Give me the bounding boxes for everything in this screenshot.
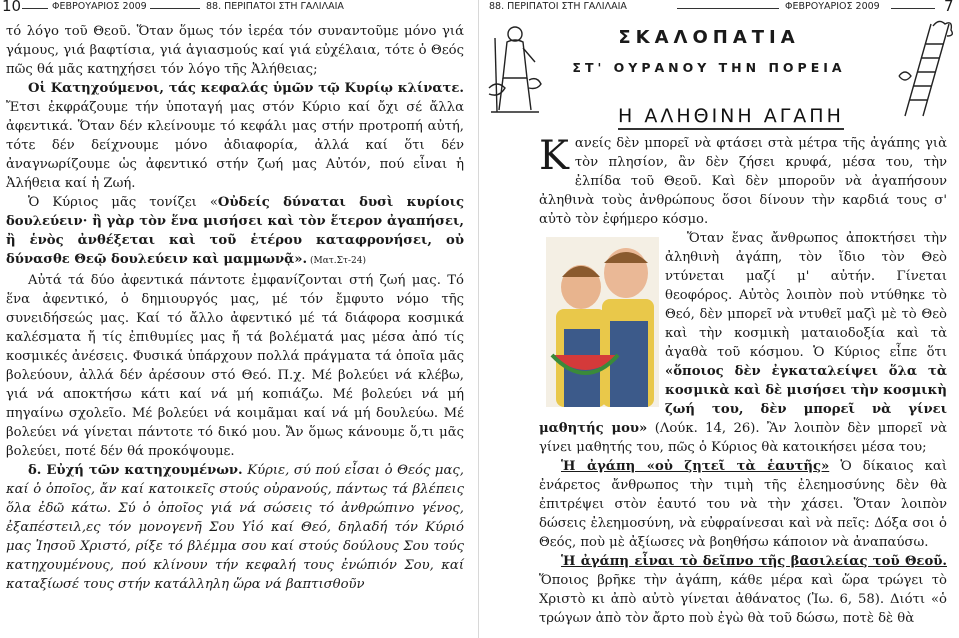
paragraph bbox=[6, 79, 464, 193]
left-header-title: 88. ΠΕΡΙΠΑΤΟΙ ΣΤΗ ΓΑΛΙΛΑΙΑ bbox=[206, 1, 344, 12]
left-header-date: ΦΕΒΡΟΥΑΡΙΟΣ 2009 bbox=[52, 1, 147, 12]
paragraph bbox=[539, 134, 947, 229]
paragraph-text: Ἔτσι ἐκφράζουμε τήν ὑποταγή μας στόν Κύριο καί ὄχι σέ ἄλλα ἀφεντικά. Ὅταν δέν κλείνουμε τό κεφάλι μας στήν προτροπή αὐτή, τότε δέν δείχνουμε μόνο ἀδιαφορία, ἀλλά καί ὅτι δέν ἀναγνωρίζουμε ὡς ἀφεντικό στήν ζωή μας Αὐτόν, πού εἶναι ἡ Ἀλήθεια καί ἡ Ζωή. bbox=[6, 100, 464, 191]
scripture-reference: (Ματ.Στ-24) bbox=[307, 256, 366, 266]
left-page bbox=[0, 0, 478, 638]
left-article-body bbox=[6, 22, 464, 594]
scripture-reference: (Λούκ. 14, 26). Ἂν λοιπὸν δὲν μπορεῖ νὰ γίνει μαθητής του, πῶς ὁ Κύριος θὰ κατοικήσει μέσα του; bbox=[539, 421, 948, 455]
paragraph bbox=[6, 461, 464, 594]
paragraph bbox=[6, 193, 464, 271]
logo-title: ΣΚΑΛΟΠΑΤΙΑ bbox=[618, 27, 800, 48]
page-gutter bbox=[478, 0, 479, 638]
paragraph-text: ανείς δὲν μπορεῖ νὰ φτάσει στὰ μέτρα τῆς ἀγάπης γιὰ τὸν πλησίον, ἂν δὲν ζήσει κρυφά, μέσα του, τὴν ἐλπίδα τοῦ Θεοῦ. Καὶ δὲν μποροῦν νὰ ἀγαπήσουν ἀληθινὰ τοὺς ἀνθρώπους ὅσοι δίνουν τὴν καρδιά τους σ' αὐτὸ τὸν ἐφήμερο κόσμο. bbox=[539, 136, 947, 227]
paragraph bbox=[6, 271, 464, 461]
magazine-logo bbox=[544, 24, 874, 92]
underlined-heading: Ἡ ἀγάπη εἶναι τὸ δεῖπνο τῆς βασιλείας τοῦ Θεοῦ. bbox=[561, 554, 947, 569]
shepherd-illustration-icon bbox=[485, 18, 545, 118]
paragraph-text: τό λόγο τοῦ Θεοῦ. Ὅταν ὅμως τόν ἱερέα τόν συναντοῦμε μόνο γιά γάμους, γιά βαφτίσια, γιά ἁγιασμούς καί γιά εὐχέλαια, τότε ὁ Θεός πῶς θά μᾶς κατηχήσει τόν λόγο τῆς Ἀλήθειας; bbox=[6, 24, 464, 77]
header-rule bbox=[891, 8, 935, 9]
paragraph-text: Ὅταν ἕνας ἄνθρωπος ἀποκτήσει τὴν ἀληθινὴ ἀγάπη, τὸν ἴδιο τὸν Θεὸ ντύνεται μαζί μ' αὐτήν. Γίνεται θεοφόρος. Αὐτὸς λοιπὸν ποὺ ντύθηκε τὸ Θεό, δὲν μπορεῖ νὰ ντυθεῖ μαζὶ μὲ τὸ Θεὸ καὶ τὴν κοσμικὴ ματαιοδοξία καὶ τὰ ἀγαθὰ τοῦ κόσμου. Ὁ Κύριος εἶπε ὅτι bbox=[665, 231, 947, 360]
right-page bbox=[481, 0, 959, 638]
section-heading: δ. Εὐχή τῶν κατηχουμένων. bbox=[28, 463, 243, 478]
right-page-number: 7 bbox=[944, 0, 954, 15]
scripture-quote: Οὐδείς δύναται δυσὶ κυρίοις δουλεύειν· ἢ γὰρ τὸν ἕνα μισήσει καὶ τὸν ἕτερον ἀγαπήσει, ἢ ἑνὸς ἀνθέξεται καὶ τοῦ ἑτέρου καταφρονήσει, οὐ δύνασθε Θεῷ δουλεύειν καὶ μαμμωνᾷ». bbox=[6, 195, 464, 267]
header-rule bbox=[150, 8, 200, 9]
right-article-body bbox=[539, 134, 947, 628]
bold-phrase: Οἱ Κατηχούμενοι, τάς κεφαλάς ὑμῶν τῷ Κυρίῳ κλίνατε. bbox=[28, 81, 464, 96]
right-header-title: 88. ΠΕΡΙΠΑΤΟΙ ΣΤΗ ΓΑΛΙΛΑΙΑ bbox=[489, 1, 627, 12]
paragraph-text: Ὁ δίκαιος καὶ ἐνάρετος ἄνθρωπος τὴν τιμὴ τῆς ἐλεημοσύνης δὲν θὰ ἐπιτρέψει στὸν ἑαυτό του νὰ τὴν χάσει. Ὅταν λοιπὸν δώσεις ἐλεημοσύνη, νὰ εὐφραίνεσαι καὶ νὰ πεῖς: Δόξα σοι ὁ Θεός, ποὺ μὲ ἀξίωσες νὰ βοηθήσω κάποιον νὰ ἀναπαύσω. bbox=[539, 459, 947, 550]
ladder-illustration-icon bbox=[897, 16, 957, 120]
right-header-date: ΦΕΒΡΟΥΑΡΙΟΣ 2009 bbox=[785, 1, 880, 12]
header-rule bbox=[22, 8, 48, 9]
underlined-heading: Ἡ ἀγάπη «οὐ ζητεῖ τὰ ἑαυτῆς» bbox=[561, 459, 830, 474]
paragraph bbox=[539, 552, 947, 628]
paragraph bbox=[539, 457, 947, 552]
left-page-number: 10 bbox=[2, 0, 22, 15]
drop-cap: Κ bbox=[539, 133, 569, 179]
paragraph-text: Αὐτά τά δύο ἀφεντικά πάντοτε ἐμφανίζονται στή ζωή μας. Τό ἕνα ἀφεντικό, ὁ δημιουργός μας, μέ τόν ἔμφυτο νόμο τῆς συνειδήσεώς μας. Καί τό ἄλλο ἀφεντικό μέ τά διάφορα κοσμικά καλέσματα ἤ τίς ἐπιθυμίες μας ἤ τά βολέματά μας μέσα ἀπό τίς κοσμικές ἀνέσεις. Φυσικά ὑπάρχουν πολλά πράγματα τά ὁποῖα μᾶς βολεύουν, ἀλλά δέν ἀρέσουν στό Θεό. Π.χ. Μέ βολεύει νά κλέβω, γιά νά αποκτήσω κάτι καί νά μή κοπιάζω. Μέ βολεύει νά μή πηγαίνω σχολεῖο. Μέ βολεύει νά κοιμᾶμαι καί νά μή δουλεύω. Μέ βολεύει νά γίνεται πάντοτε τό δικό μου. Ἄν ὅμως κάνουμε ὅ,τι μᾶς βολεύει, ποτέ δέν θά προκόψουμε. bbox=[6, 273, 464, 459]
logo-subtitle: ΣΤ' ΟΥΡΑΝΟΥ ΤΗΝ ΠΟΡΕΙΑ bbox=[572, 60, 846, 75]
paragraph-text: Ὁ Κύριος μᾶς τονίζει « bbox=[28, 195, 218, 210]
article-title: Η ΑΛΗΘΙΝΗ ΑΓΑΠΗ bbox=[618, 104, 844, 130]
paragraph-text: Ὅποιος βρῆκε τὴν ἀγάπη, κάθε μέρα καὶ ὥρα τρώγει τὸ Χριστὸ κι ἀπὸ αὐτὸ γίνεται ἀθάνατος (Ἰω. 6, 58). Διότι «ὁ τρώγων ἀπὸ τὸν ἄρτο ποὺ ἐγὼ θὰ τοῦ δώσω, ποτὲ δὲ θὰ bbox=[539, 573, 947, 626]
prayer-text: Κύριε, σύ πού εἶσαι ὁ Θεός μας, καί ὁ ὁποῖος, ἄν καί κατοικεῖς στούς οὐρανούς, πάντως τά βλέπεις ὅλα ἐδῶ κάτω. Σύ ὁ ὁποῖος γιά νά σώσεις τό ἀνθρώπινο γένος, ἐξαπέστειλ,ες τόν μονογενῆ Σου Υἱό καί Θεό, δηλαδή τόν Κύριό μας Ἰησοῦ Χριστό, ρίξε τό βλέμμα σου καί στούς δούλους Σου τούς κατηχουμένους, πού κλίνουν τήν κεφαλή τους ἐνώπιόν Σου, καί καταξίωσέ τους στήν κατάλληλη ὥρα νά βαπτισθοῦν bbox=[6, 463, 464, 592]
photo-spacer bbox=[539, 229, 665, 401]
scripture-quote: «ὅποιος δὲν ἐγκαταλείψει ὅλα τὰ κοσμικὰ καὶ δὲ μισήσει τὴν κοσμικὴ ζωή του, δὲν μπορεῖ νὰ γίνει μαθητής μου» bbox=[539, 364, 947, 436]
paragraph bbox=[6, 22, 464, 79]
header-rule bbox=[677, 8, 779, 9]
